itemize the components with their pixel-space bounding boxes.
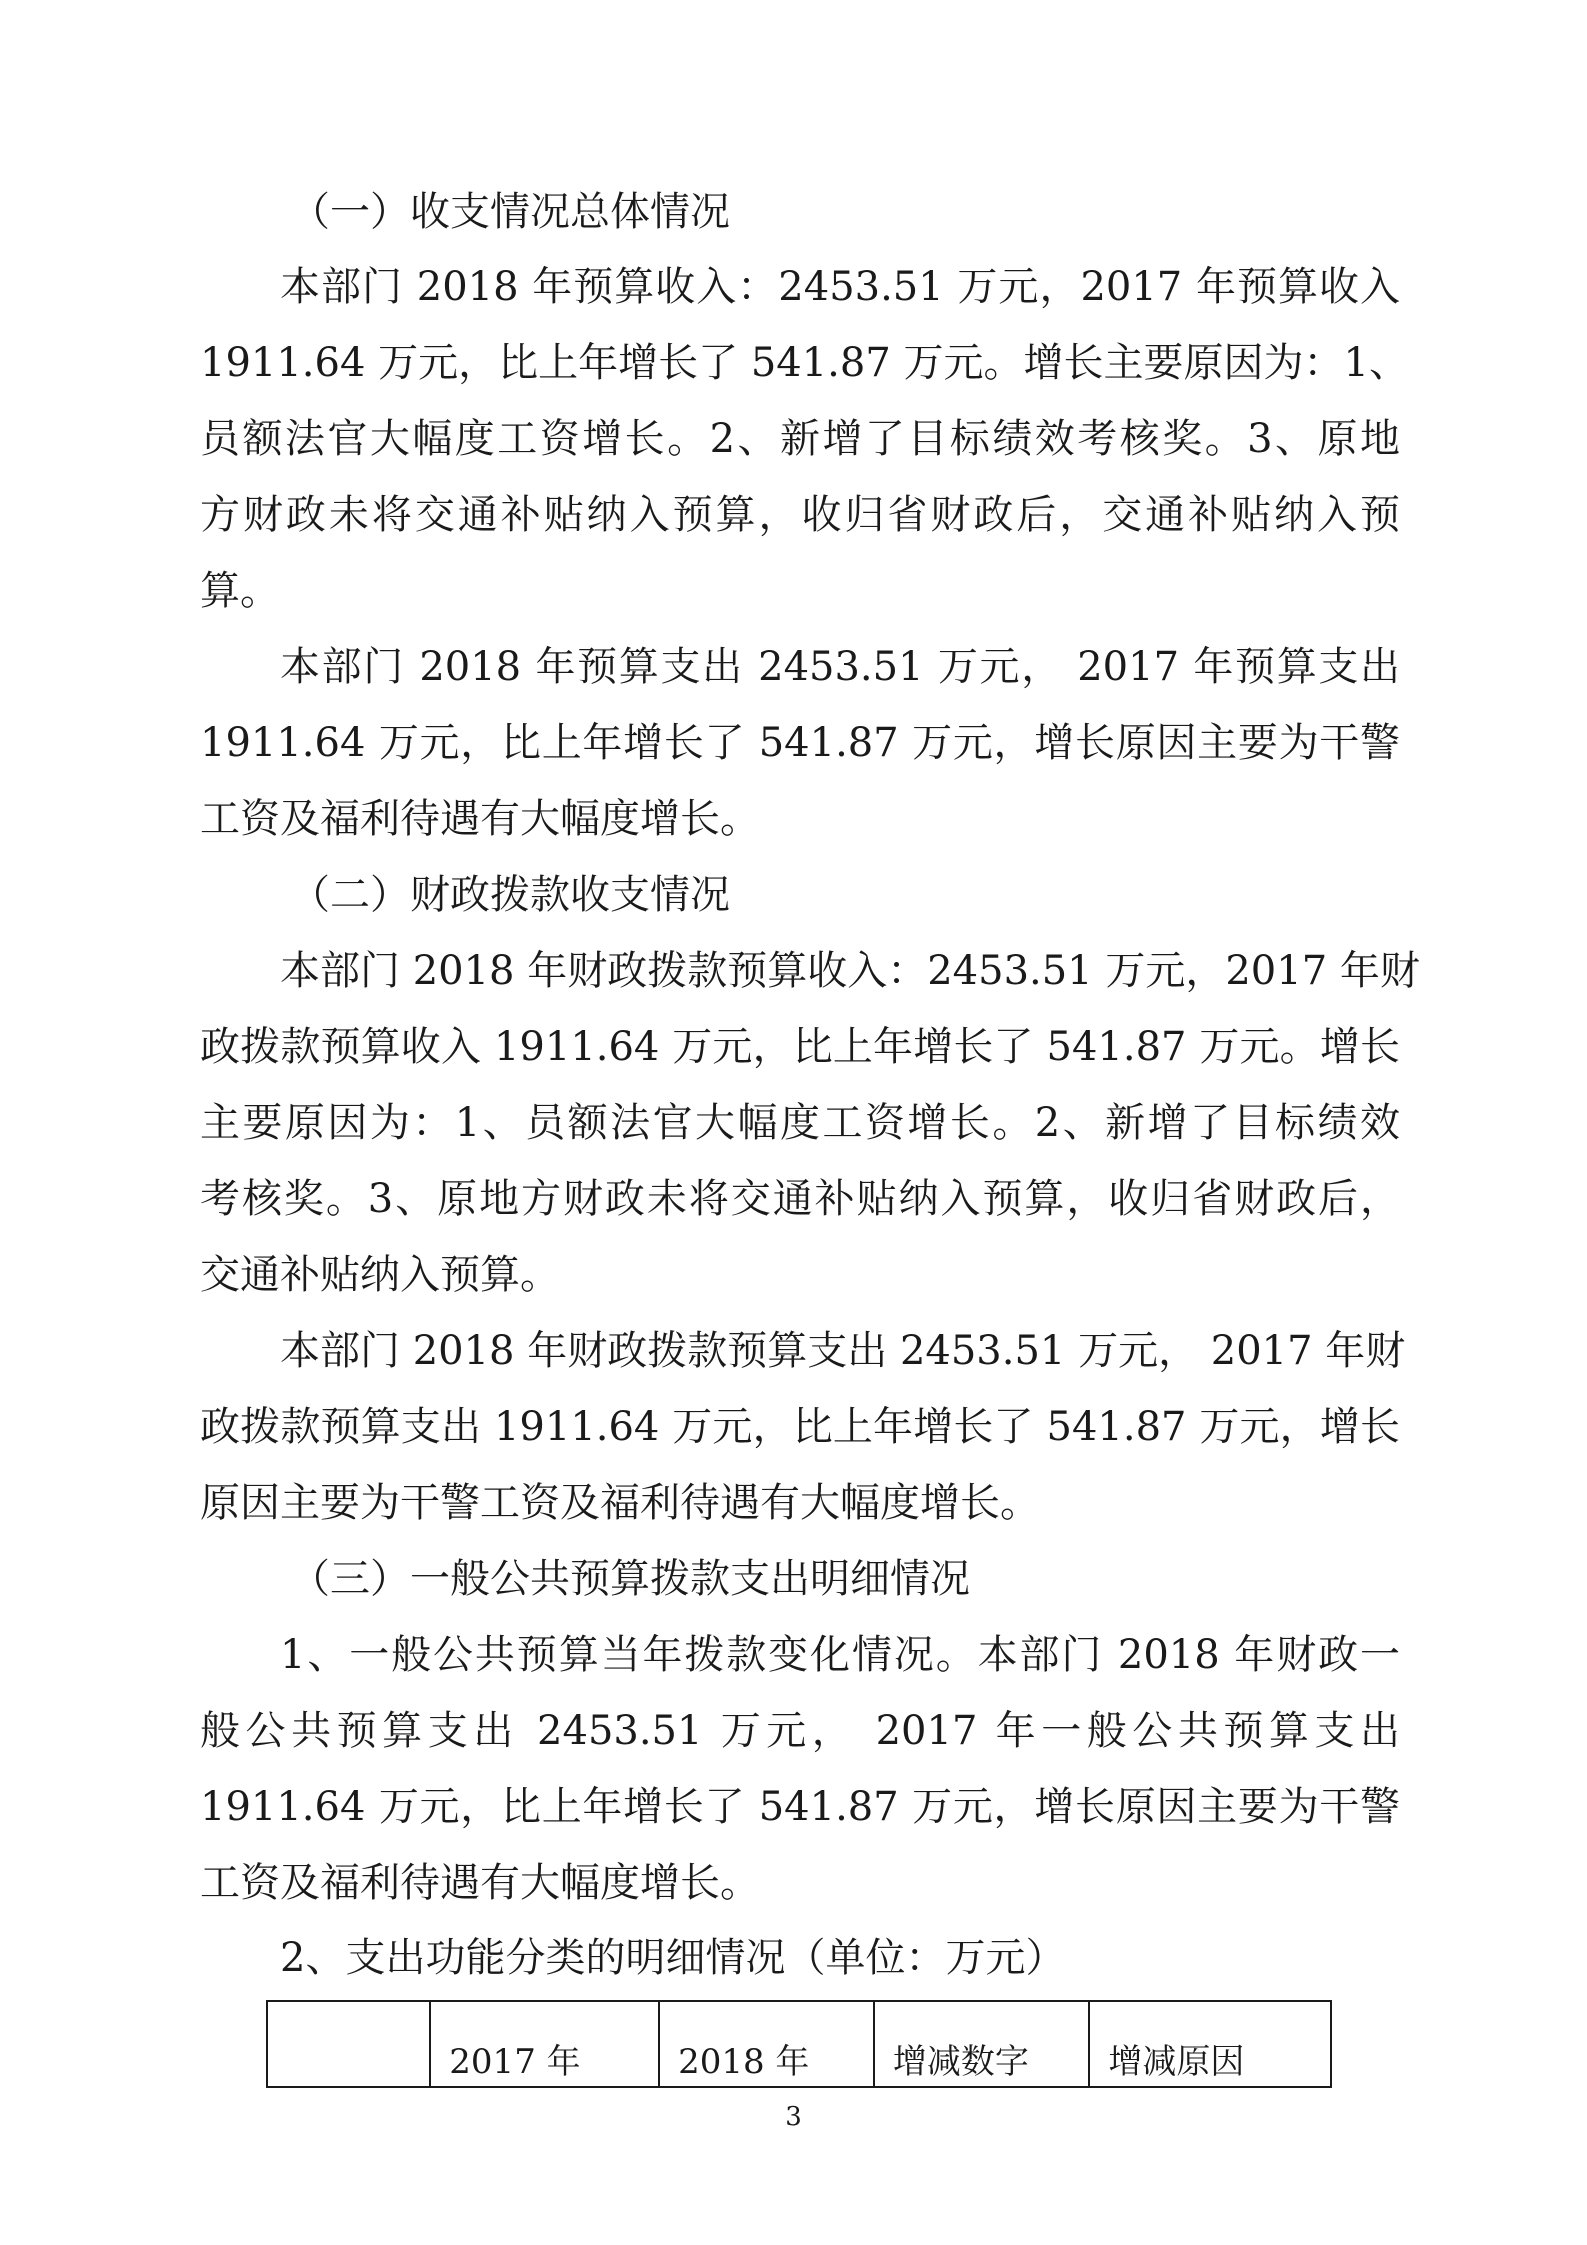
paragraph-1-line-1: 本部门 2018 年预算收入：2453.51 万元，2017 年预算收入 bbox=[280, 264, 1400, 310]
section-heading-1: （一）收支情况总体情况 bbox=[290, 189, 730, 235]
paragraph-5-line-4: 工资及福利待遇有大幅度增长。 bbox=[200, 1860, 760, 1906]
paragraph-3-line-3: 主要原因为：1、员额法官大幅度工资增长。2、新增了目标绩效 bbox=[200, 1100, 1400, 1146]
paragraph-1-line-3: 员额法官大幅度工资增长。2、新增了目标绩效考核奖。3、原地 bbox=[200, 416, 1400, 462]
paragraph-3-line-1: 本部门 2018 年财政拨款预算收入：2453.51 万元，2017 年财 bbox=[280, 948, 1420, 994]
section-heading-3: （三）一般公共预算拨款支出明细情况 bbox=[290, 1556, 970, 1602]
table-header-cell bbox=[267, 2001, 430, 2087]
section-heading-2: （二）财政拨款收支情况 bbox=[290, 872, 730, 918]
table-caption: 2、支出功能分类的明细情况（单位：万元） bbox=[280, 1935, 1066, 1981]
paragraph-4-line-3: 原因主要为干警工资及福利待遇有大幅度增长。 bbox=[200, 1480, 1040, 1526]
paragraph-1-line-2: 1911.64 万元，比上年增长了 541.87 万元。增长主要原因为：1、 bbox=[200, 340, 1409, 386]
expenditure-function-table bbox=[266, 2000, 1332, 2088]
paragraph-3-line-4: 考核奖。3、原地方财政未将交通补贴纳入预算，收归省财政后， bbox=[200, 1176, 1400, 1222]
table-header-cell: 增减数字 bbox=[874, 2001, 1089, 2087]
paragraph-4-line-2: 政拨款预算支出 1911.64 万元，比上年增长了 541.87 万元，增长 bbox=[200, 1404, 1400, 1450]
paragraph-5-line-3: 1911.64 万元，比上年增长了 541.87 万元，增长原因主要为干警 bbox=[200, 1784, 1400, 1830]
paragraph-5-line-1: 1、一般公共预算当年拨款变化情况。本部门 2018 年财政一 bbox=[280, 1632, 1400, 1678]
table-header-row bbox=[267, 2001, 1331, 2087]
paragraph-1-line-5: 算。 bbox=[200, 568, 280, 614]
paragraph-3-line-5: 交通补贴纳入预算。 bbox=[200, 1252, 560, 1298]
table-header-cell: 2018 年 bbox=[659, 2001, 874, 2087]
table-header-cell: 2017 年 bbox=[430, 2001, 659, 2087]
paragraph-5-line-2: 般公共预算支出 2453.51 万元， 2017 年一般公共预算支出 bbox=[200, 1708, 1400, 1754]
paragraph-4-line-1: 本部门 2018 年财政拨款预算支出 2453.51 万元， 2017 年财 bbox=[280, 1328, 1406, 1374]
paragraph-3-line-2: 政拨款预算收入 1911.64 万元，比上年增长了 541.87 万元。增长 bbox=[200, 1024, 1400, 1070]
page-number: 3 bbox=[785, 2102, 802, 2132]
paragraph-2-line-1: 本部门 2018 年预算支出 2453.51 万元， 2017 年预算支出 bbox=[280, 644, 1400, 690]
paragraph-2-line-2: 1911.64 万元，比上年增长了 541.87 万元，增长原因主要为干警 bbox=[200, 720, 1400, 766]
paragraph-2-line-3: 工资及福利待遇有大幅度增长。 bbox=[200, 796, 760, 842]
paragraph-1-line-4: 方财政未将交通补贴纳入预算，收归省财政后，交通补贴纳入预 bbox=[200, 492, 1400, 538]
table-header-cell: 增减原因 bbox=[1089, 2001, 1331, 2087]
